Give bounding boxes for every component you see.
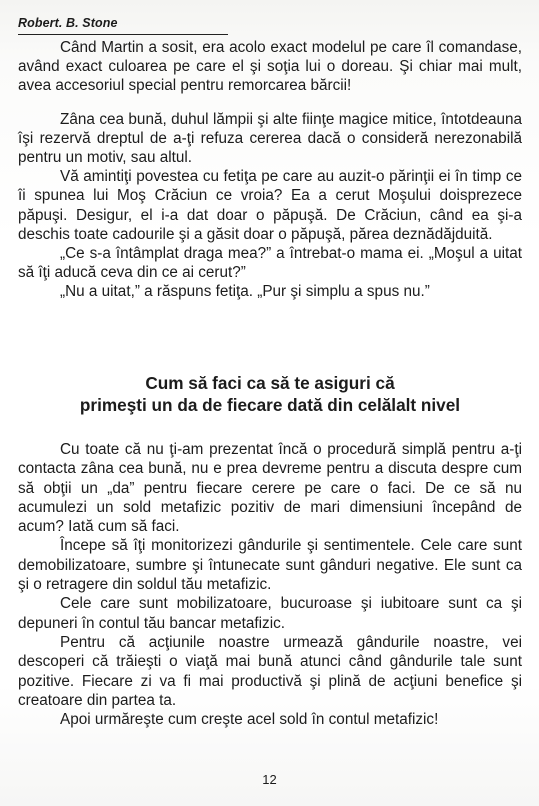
paragraph: Pentru că acţiunile noastre urmează gândurile noastre, vei descoperi că trăieşti o viaţă mai bună atunci când gândurile tale sunt pozitive. Fiecare zi va fi mai productivă şi plină de acţiuni benefice şi creatoare din partea ta. <box>18 633 522 709</box>
paragraph: Începe să îţi monitorizezi gândurile şi sentimentele. Cele care sunt demobilizatoare, sumbre şi întunecate sunt gânduri negative. Ele sunt ca şi o retragere din soldul tău metafizic. <box>18 537 522 594</box>
paragraph: Când Martin a sosit, era acolo exact modelul pe care îl comandase, având exact culoarea pe care el şi soţia lui o doreau. Şi chiar mai mult, avea accesoriul special pentru remorcarea bărcii! <box>18 39 522 95</box>
running-header <box>18 14 228 35</box>
dialogue-line: „Ce s-a întâmplat draga mea?” a întrebat-o mama ei. „Moşul a uitat să îţi aducă ceva din ce ai cerut?” <box>18 245 522 282</box>
paragraph: Apoi urmăreşte cum creşte acel sold în contul metafizic! <box>60 711 439 729</box>
section-one-text <box>18 38 522 302</box>
page-number: 12 <box>262 772 277 787</box>
paragraph: Cu toate că nu ţi-am prezentat încă o procedură simplă pentru a-ţi contacta zâna cea bună, nu e prea devreme pentru a discuta despre cum să obţii un „da” pentru fiecare cerere pe care o faci. De ce să nu acumulezi un sold metafizic pozitiv de mari dimensiuni începând de acum? Iată cum să faci. <box>18 441 522 536</box>
paragraph: Vă amintiţi povestea cu fetiţa pe care au auzit-o părinţii ei în timp ce îi spunea lui Moş Crăciun ce vroia? Ea a cerut Moşului doisprezece păpuşi. Desigur, el i-a dat doar o păpuşă. De Crăciun, când ea şi-a deschis toate cadourile şi a găsit doar o păpuşă, părea deznădăjduită. <box>18 168 522 243</box>
paragraph: Zâna cea bună, duhul lămpii şi alte fiinţe magice mitice, întotdeauna îşi rezervă dreptul de a-ţi refuza cererea dacă o consideră nerezonabilă pentru un motiv, sau altul. <box>18 110 522 167</box>
author-name: Robert. B. Stone <box>18 16 118 30</box>
section-heading <box>18 372 522 416</box>
section-heading-line-1: Cum să faci ca să te asiguri că <box>145 373 395 393</box>
section-heading-line-2: primeşti un da de fiecare dată din celălalt nivel <box>79 395 461 415</box>
section-two-text <box>18 440 522 729</box>
dialogue-line: „Nu a uitat,” a răspuns fetiţa. „Pur şi simplu a spus nu.” <box>60 283 430 301</box>
paragraph: Cele care sunt mobilizatoare, bucuroase şi iubitoare sunt ca şi depuneri în contul tău bancar metafizic. <box>18 595 522 632</box>
